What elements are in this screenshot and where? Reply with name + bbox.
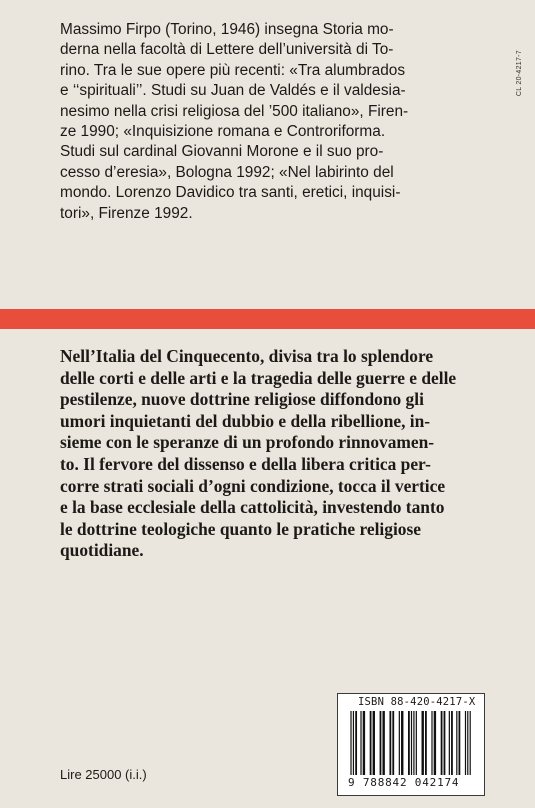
barcode-bar [416, 711, 417, 775]
blurb-line: corre strati sociali d’ogni condizione, tocca il vertice [60, 475, 446, 496]
barcode-image [348, 711, 476, 777]
bio-line: cesso d’eresia», Bologna 1992; «Nel labirinto del [60, 163, 394, 181]
barcode-bar [373, 711, 375, 775]
barcode-bar [389, 711, 391, 775]
barcode-bar [392, 711, 394, 775]
blurb-line: umori inquietanti del dubbio e della ribellione, in- [60, 410, 431, 431]
barcode-bar [350, 711, 351, 775]
blurb-line: pestilenze, nuove dottrine religiose diffondono gli [60, 389, 424, 410]
blurb-line: quotidiane. [60, 540, 144, 561]
barcode-bar [451, 711, 453, 775]
barcode-bar [411, 711, 412, 775]
barcode-bar [401, 711, 403, 775]
barcode-bar [449, 711, 450, 775]
barcode-bar [408, 711, 410, 775]
barcode-bar [465, 711, 466, 775]
barcode-bar [459, 711, 461, 775]
barcode-bar [363, 711, 365, 775]
barcode-bar [441, 711, 443, 775]
blurb-line: e la base ecclesiale della cattolicità, investendo tanto [60, 497, 445, 518]
bio-line: ze 1990; «Inquisizione romana e Controriforma. [60, 123, 386, 141]
book-blurb [60, 346, 500, 562]
red-divider-band [0, 309, 535, 329]
bio-line: Studi sul cardinal Giovanni Morone e il suo pro- [60, 143, 384, 161]
bio-line: e ‘‘spirituali’’. Studi su Juan de Valdés e il valdesia- [60, 82, 406, 100]
blurb-line: delle corti e delle arti e la tragedia delle guerre e delle [60, 367, 457, 388]
barcode-bar [399, 711, 400, 775]
bio-line: Massimo Firpo (Torino, 1946) insegna Storia mo- [60, 21, 394, 38]
barcode-bar [470, 711, 471, 775]
bio-line: mondo. Lorenzo Davidico tra santi, eretici, inquisi- [60, 184, 401, 202]
barcode-bar [382, 711, 384, 775]
ean-digits: 9 788842 042174 [348, 776, 460, 789]
bio-line: tori», Firenze 1992. [60, 204, 193, 222]
barcode-bar [434, 711, 436, 775]
catalog-code: CL 20-4217-7 [516, 50, 523, 97]
blurb-line: to. Il fervore del dissenso e della libera critica per- [60, 453, 431, 474]
blurb-line: sieme con le speranze di un profondo rinnovamen- [60, 432, 435, 453]
barcode-bar [456, 711, 457, 775]
author-bio [60, 20, 500, 224]
barcode-bar [444, 711, 446, 775]
bio-line: nesimo nella crisi religiosa del ’500 italiano», Firen- [60, 102, 409, 120]
barcode-bar [355, 711, 357, 775]
barcode-bar [422, 711, 424, 775]
barcode-bar [380, 711, 382, 775]
barcode-bar [360, 711, 361, 775]
barcode-bar [467, 711, 468, 775]
blurb-line: le dottrine teologiche quanto le pratiche religiose [60, 518, 421, 539]
barcode-bar [431, 711, 432, 775]
barcode-bar [353, 711, 354, 775]
bio-line: rino. Tra le sue opere più recenti: «Tra alumbrados [60, 61, 406, 79]
bio-line: derna nella facoltà di Lettere dell’università di To- [60, 41, 394, 59]
barcode-bar [370, 711, 372, 775]
barcode-bar [425, 711, 427, 775]
barcode-bar [413, 711, 414, 775]
blurb-line: Nell’Italia del Cinquecento, divisa tra lo splendore [60, 346, 434, 366]
price-label: Lire 25000 (i.i.) [60, 767, 147, 782]
isbn-number: ISBN 88-420-4217-X [358, 696, 476, 708]
